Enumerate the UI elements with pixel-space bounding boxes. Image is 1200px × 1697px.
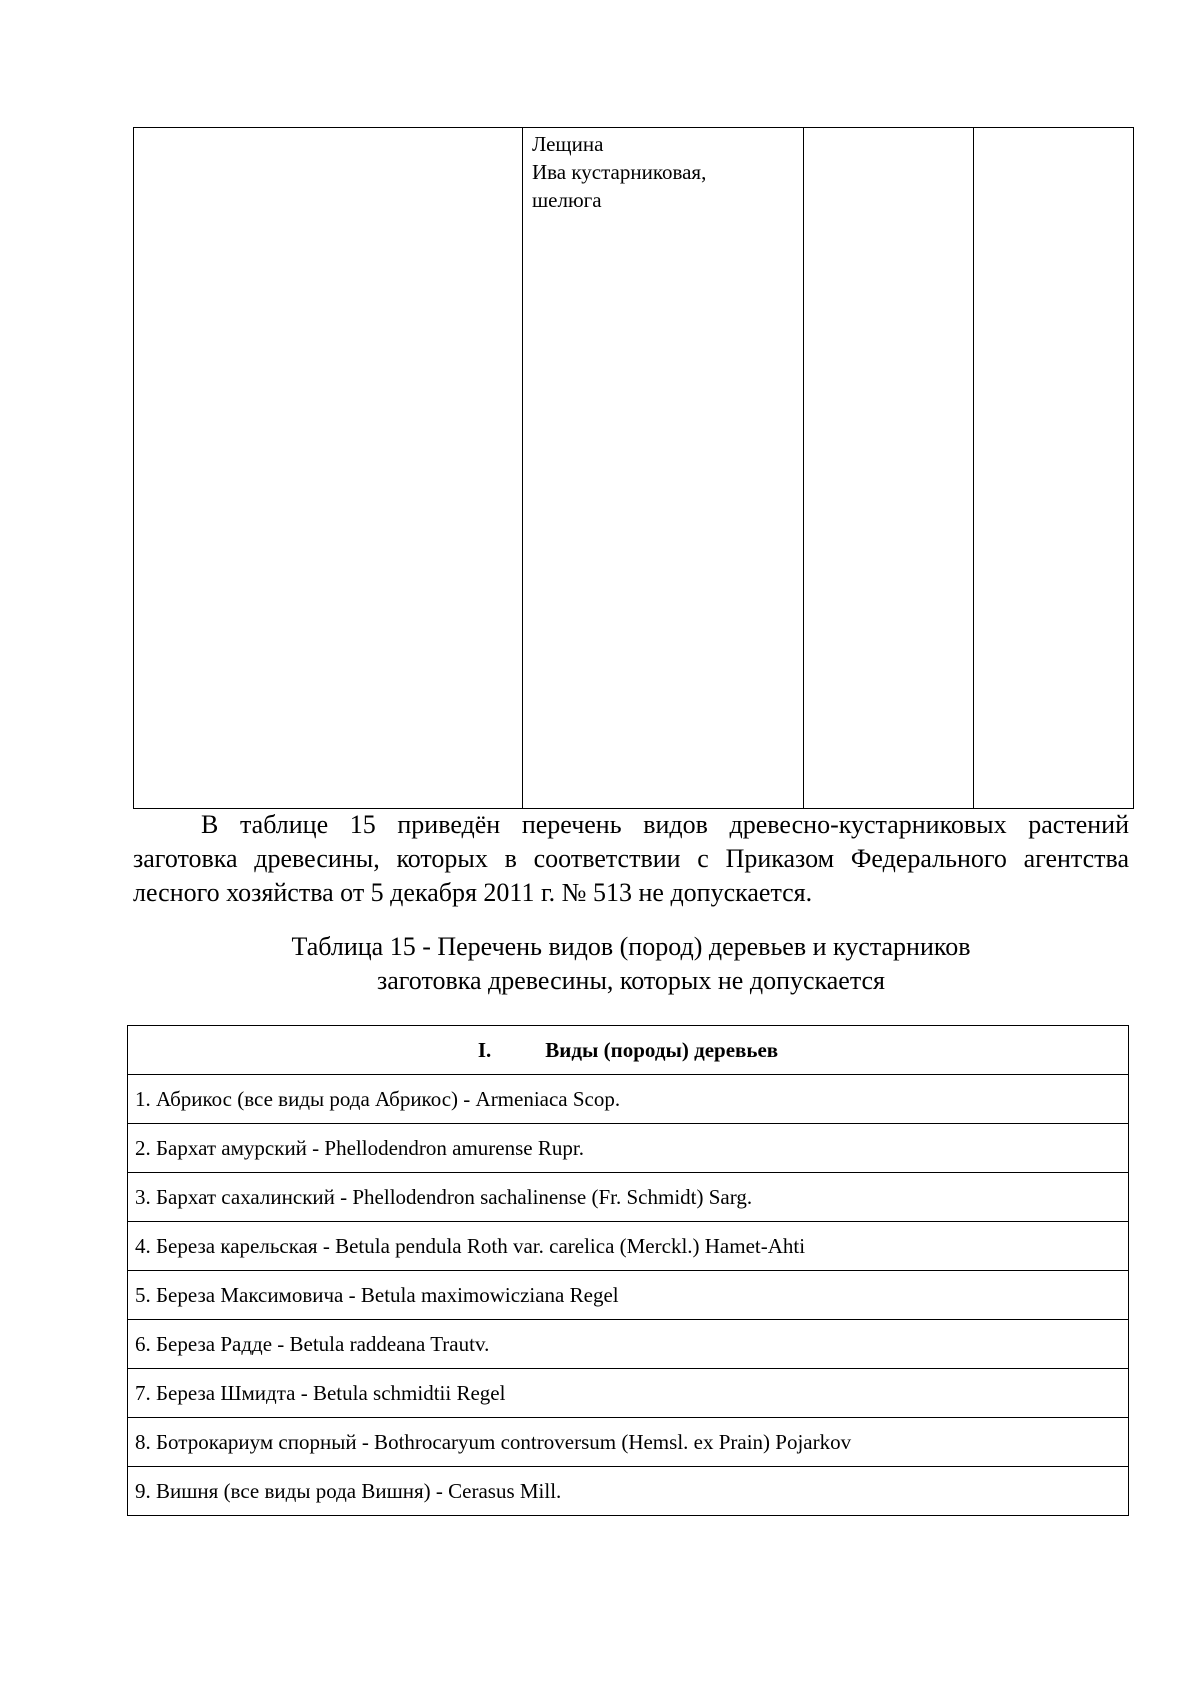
table-header-row	[128, 1026, 1129, 1075]
table-cell-empty	[974, 128, 1134, 809]
shrub-name: Лещина	[532, 132, 604, 156]
table-row	[128, 1173, 1129, 1222]
species-entry: 9. Вишня (все виды рода Вишня) - Cerasus Mill.	[128, 1467, 1129, 1516]
table-cell-empty	[134, 128, 523, 809]
shrub-name: Ива кустарниковая,	[532, 160, 707, 184]
section-title: Виды (породы) деревьев	[545, 1037, 779, 1062]
table-cell-empty	[804, 128, 974, 809]
caption-line: заготовка древесины, которых не допускается	[376, 966, 886, 995]
species-entry: 8. Ботрокариум спорный - Bothrocaryum controversum (Hemsl. ex Prain) Pojarkov	[128, 1418, 1129, 1467]
table-row	[128, 1222, 1129, 1271]
shrub-name: шелюга	[532, 188, 602, 212]
table-cell-shrubs	[523, 128, 804, 809]
table-row	[128, 1075, 1129, 1124]
table-row	[134, 128, 1134, 809]
table-caption	[133, 930, 1129, 998]
species-entry: 3. Бархат сахалинский - Phellodendron sachalinense (Fr. Schmidt) Sarg.	[128, 1173, 1129, 1222]
table-row	[128, 1320, 1129, 1369]
table-row	[128, 1418, 1129, 1467]
species-entry: 5. Береза Максимовича - Betula maximowicziana Regel	[128, 1271, 1129, 1320]
paragraph-line: лесного хозяйства от 5 декабря 2011 г. № 513 не допускается.	[133, 878, 813, 907]
continuation-table	[133, 127, 1134, 809]
species-entry: 4. Береза карельская - Betula pendula Roth var. carelica (Merckl.) Hamet-Ahti	[128, 1222, 1129, 1271]
table-row	[128, 1467, 1129, 1516]
table-header-cell	[128, 1026, 1129, 1075]
species-entry: 7. Береза Шмидта - Betula schmidtii Regel	[128, 1369, 1129, 1418]
species-entry: 2. Бархат амурский - Phellodendron amurense Rupr.	[128, 1124, 1129, 1173]
section-number: I.	[477, 1037, 492, 1062]
species-table	[127, 1025, 1129, 1516]
table-row	[128, 1271, 1129, 1320]
body-paragraph	[133, 808, 1129, 910]
caption-line: Таблица 15 - Перечень видов (пород) деревьев и кустарников	[291, 932, 971, 961]
species-entry: 1. Абрикос (все виды рода Абрикос) - Armeniaca Scop.	[128, 1075, 1129, 1124]
paragraph-line: В таблице 15 приведён перечень видов древесно-кустарниковых растений	[201, 810, 1129, 839]
paragraph-line: заготовка древесины, которых в соответствии с Приказом Федерального агентства	[133, 844, 1129, 873]
species-entry: 6. Береза Радде - Betula raddeana Trautv.	[128, 1320, 1129, 1369]
table-row	[128, 1124, 1129, 1173]
table-row	[128, 1369, 1129, 1418]
